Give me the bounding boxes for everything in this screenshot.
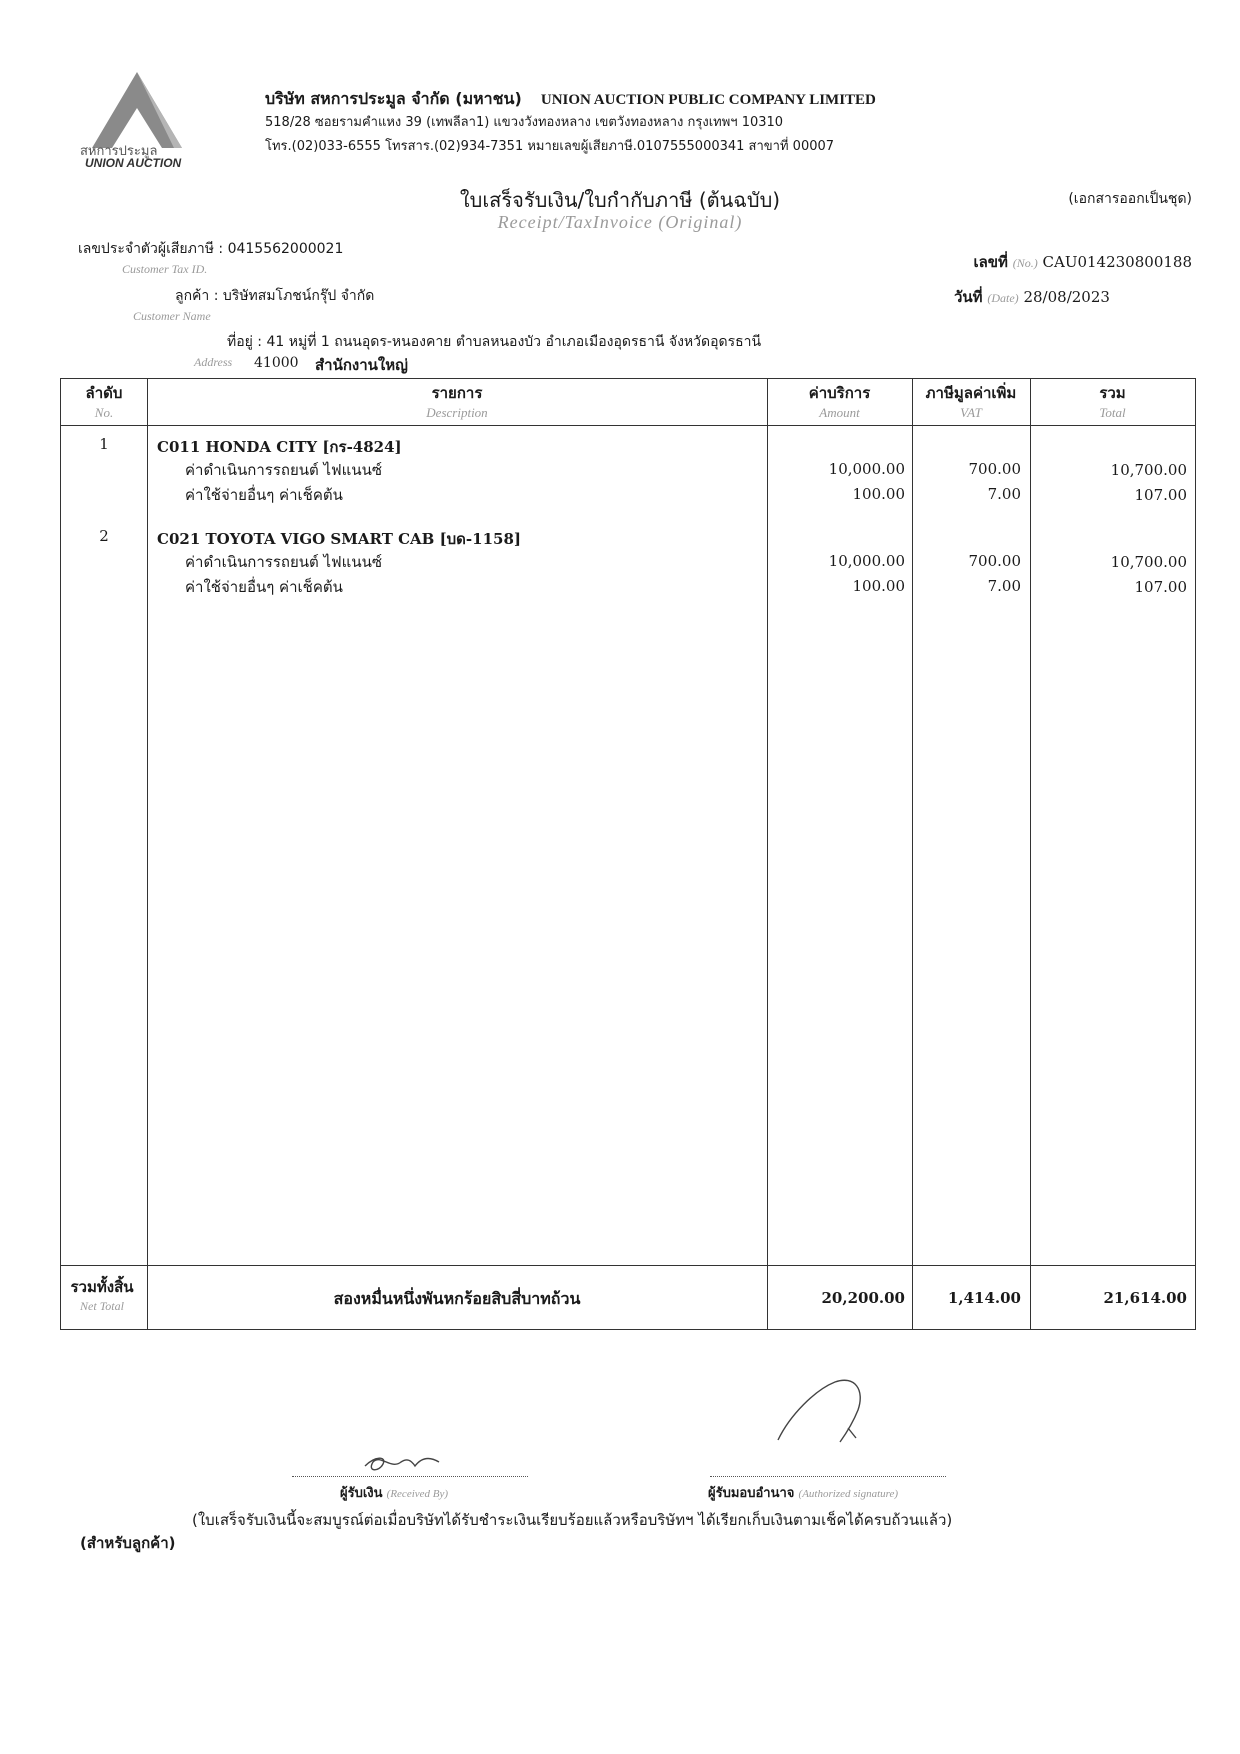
- customer-name: [175, 285, 374, 307]
- company-name: [265, 87, 876, 112]
- received-signature-mark: [355, 1448, 455, 1478]
- logo-text-th: สหการประมูล: [80, 144, 158, 159]
- item-title: C011 HONDA CITY [กร-4824]: [157, 438, 402, 456]
- customer-name-label: ลูกค้า :: [175, 288, 219, 304]
- document-set-note: (เอกสารออกเป็นชุด): [1068, 191, 1192, 207]
- company-address: 518/28 ซอยรามคำแหง 39 (เทพลีลา1) แขวงวังทองหลาง เขตวังทองหลาง กรุงเทพฯ 10310: [265, 115, 784, 130]
- item-line-desc: ค่าดำเนินการรถยนต์ ไฟแนนซ์: [185, 553, 383, 571]
- address-caption: Address: [194, 355, 233, 369]
- doc-no-caption: (No.): [1012, 256, 1038, 270]
- company-contact: โทร.(02)033-6555 โทรสาร.(02)934-7351 หมายเลขผู้เสียภาษี.0107555000341 สาขาที่ 00007: [265, 139, 835, 154]
- document-title-en: Receipt/TaxInvoice (Original): [497, 212, 743, 232]
- postal-code: 41000: [254, 355, 299, 371]
- item-line-vat: 700.00: [968, 460, 1021, 478]
- item-line-vat: 7.00: [987, 577, 1021, 595]
- customer-address: [227, 331, 761, 353]
- footer-note: (ใบเสร็จรับเงินนี้จะสมบูรณ์ต่อเมื่อบริษัทได้รับชำระเงินเรียบร้อยแล้วหรือบริษัทฯ ได้เรียกเก็บเงินตามเช็คได้ครบถ้วนแล้ว): [192, 1511, 953, 1529]
- customer-name-caption: Customer Name: [133, 309, 211, 323]
- col-header-no: ลำดับ No.: [85, 384, 123, 420]
- item-line-amount: 100.00: [852, 485, 905, 503]
- tax-id-value: 0415562000021: [227, 241, 344, 257]
- company-name-th: บริษัท สหการประมูล จำกัด (มหาชน): [265, 89, 522, 108]
- item-line-total: 10,700.00: [1110, 461, 1187, 479]
- received-signature-line: [292, 1476, 528, 1477]
- doc-no-value: CAU014230800188: [1042, 253, 1192, 271]
- item-line-desc: ค่าใช้จ่ายอื่นๆ ค่าเช็คต้น: [185, 486, 343, 504]
- net-total-label: รวมทั้งสิ้น Net Total: [70, 1278, 134, 1313]
- date-label: วันที่: [954, 288, 983, 306]
- tax-id-label: เลขประจำตัวผู้เสียภาษี :: [78, 241, 224, 257]
- doc-no-label: เลขที่: [973, 253, 1008, 271]
- address-value: 41 หมู่ที่ 1 ถนนอุดร-หนองคาย ตำบลหนองบัว อำเภอเมืองอุดรธานี จังหวัดอุดรธานี: [266, 334, 762, 350]
- item-line-amount: 10,000.00: [828, 552, 905, 570]
- document-date: [954, 285, 1110, 309]
- item-line-amount: 10,000.00: [828, 460, 905, 478]
- col-header-total: รวม Total: [1099, 384, 1126, 420]
- document-title: ใบเสร็จรับเงิน/ใบกำกับภาษี (ต้นฉบับ): [459, 188, 781, 212]
- net-total-vat: 1,414.00: [947, 1289, 1021, 1307]
- item-line-total: 107.00: [1134, 486, 1187, 504]
- tax-id-caption: Customer Tax ID.: [122, 262, 208, 276]
- col-header-vat: ภาษีมูลค่าเพิ่ม VAT: [925, 384, 1017, 420]
- col-header-amount: ค่าบริการ Amount: [808, 384, 871, 420]
- branch: สำนักงานใหญ่: [315, 356, 408, 374]
- document-number: [973, 250, 1192, 274]
- item-line-total: 10,700.00: [1110, 553, 1187, 571]
- col-header-description: รายการ Description: [426, 384, 488, 420]
- logo-text-en: UNION AUCTION: [85, 156, 182, 170]
- item-no: 1: [99, 435, 109, 453]
- item-line-desc: ค่าใช้จ่ายอื่นๆ ค่าเช็คต้น: [185, 578, 343, 596]
- item-line-desc: ค่าดำเนินการรถยนต์ ไฟแนนซ์: [185, 461, 383, 479]
- net-total-text: สองหมื่นหนึ่งพันหกร้อยสิบสี่บาทถ้วน: [333, 1289, 581, 1308]
- address-label: ที่อยู่ :: [227, 334, 263, 350]
- received-by-label: ผู้รับเงิน (Received By): [340, 1486, 449, 1501]
- date-value: 28/08/2023: [1023, 288, 1110, 306]
- item-title: C021 TOYOTA VIGO SMART CAB [บด-1158]: [157, 530, 521, 548]
- date-caption: (Date): [987, 291, 1019, 305]
- authorized-signature-line: [710, 1476, 946, 1477]
- customer-name-value: บริษัทสมโภชน์กรุ๊ป จำกัด: [222, 288, 375, 304]
- invoice-table: [60, 378, 1196, 1330]
- item-line-vat: 700.00: [968, 552, 1021, 570]
- customer-tax-id: [78, 238, 343, 260]
- company-name-en: UNION AUCTION PUBLIC COMPANY LIMITED: [540, 92, 876, 108]
- authorized-signature-label: ผู้รับมอบอำนาจ (Authorized signature): [708, 1486, 899, 1501]
- item-line-total: 107.00: [1134, 578, 1187, 596]
- net-total-total: 21,614.00: [1103, 1289, 1187, 1307]
- item-no: 2: [99, 527, 109, 545]
- authorized-signature-mark: [770, 1370, 880, 1450]
- item-line-vat: 7.00: [987, 485, 1021, 503]
- copy-for-customer: (สำหรับลูกค้า): [80, 1534, 176, 1552]
- net-total-amount: 20,200.00: [821, 1289, 905, 1307]
- item-line-amount: 100.00: [852, 577, 905, 595]
